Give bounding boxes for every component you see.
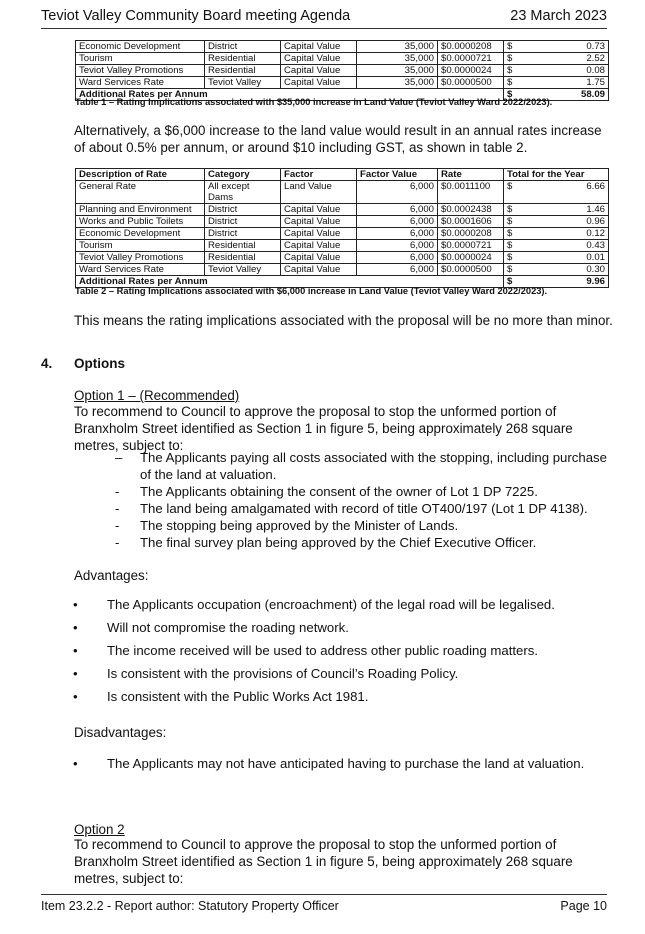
currency-symbol: $ [507, 41, 513, 52]
total-cell [504, 41, 609, 53]
bullet-icon: • [73, 597, 78, 612]
currency-symbol: $ [507, 89, 513, 100]
header-date: 23 March 2023 [510, 8, 607, 24]
total-cell [504, 181, 609, 204]
table-row [76, 53, 609, 65]
table-2-caption: Table 2 – Rating Implications associated with $6,000 increase in Land Value (Teviot Valley Ward 2022/2023). [75, 286, 548, 296]
total-value: 0.43 [586, 240, 605, 251]
section-title: Options [74, 356, 125, 371]
total-cell [504, 77, 609, 89]
table-row [76, 216, 609, 228]
total-value: 1.75 [586, 77, 605, 88]
total-label: Additional Rates per Annum [76, 276, 504, 288]
bullet-icon: • [73, 643, 78, 658]
table-cell: Capital Value [281, 41, 357, 53]
table-cell: 35,000 [357, 53, 438, 65]
table-cell: 35,000 [357, 65, 438, 77]
table-cell: $0.0000500 [438, 264, 504, 276]
table-cell: $0.0000500 [438, 77, 504, 89]
option-1-intro: To recommend to Council to approve the proposal to stop the unformed portion of Branxholm Street identified as Section 1 in figure 5, being approximately 268 square metres, subject to: [74, 404, 573, 453]
currency-symbol: $ [507, 181, 513, 192]
total-cell [504, 240, 609, 252]
condition-text: The Applicants obtaining the consent of the owner of Lot 1 DP 7225. [140, 484, 538, 499]
table-cell: $0.0000024 [438, 65, 504, 77]
table-cell: Capital Value [281, 53, 357, 65]
table-cell: Teviot Valley Promotions [76, 252, 205, 264]
table-cell: 6,000 [357, 264, 438, 276]
table-cell: District [205, 228, 281, 240]
bullet-icon: • [73, 666, 78, 681]
table-cell: $0.0000721 [438, 240, 504, 252]
table-cell: District [205, 216, 281, 228]
total-cell [504, 228, 609, 240]
table-cell: Residential [205, 252, 281, 264]
table-cell: Teviot Valley [205, 264, 281, 276]
currency-symbol: $ [507, 77, 513, 88]
table-cell: Capital Value [281, 204, 357, 216]
table-cell: $0.0000208 [438, 228, 504, 240]
currency-symbol: $ [507, 53, 513, 64]
currency-symbol: $ [507, 240, 513, 251]
list-item-text: Will not compromise the roading network. [107, 620, 349, 635]
table-cell: Tourism [76, 240, 205, 252]
table-cell: Works and Public Toilets [76, 216, 205, 228]
total-value: 0.73 [586, 41, 605, 52]
option-1-title: Option 1 – (Recommended) [74, 388, 240, 403]
table-row [76, 252, 609, 264]
table-cell: 6,000 [357, 216, 438, 228]
table-cell: Capital Value [281, 240, 357, 252]
list-item-text: The income received will be used to address other public roading matters. [107, 643, 539, 658]
footer-page: Page 10 [560, 899, 607, 913]
table-cell: Tourism [76, 53, 205, 65]
table-row [76, 264, 609, 276]
table-row [76, 228, 609, 240]
table-cell: Residential [205, 65, 281, 77]
currency-symbol: $ [507, 65, 513, 76]
dash-marker: - [115, 518, 120, 533]
total-cell [504, 252, 609, 264]
page-footer [41, 894, 607, 917]
table-cell: Land Value [281, 181, 357, 204]
page-header [41, 6, 607, 29]
paragraph-alternative: Alternatively, a $6,000 increase to the land value would result in an annual rates increase of about 0.5% per annum, or around $10 including GST, as shown in table 2. [74, 123, 602, 155]
total-cell [504, 65, 609, 77]
dash-marker: – [115, 450, 123, 465]
bullet-icon: • [73, 689, 78, 704]
total-value: 0.01 [586, 252, 605, 263]
total-label: Additional Rates per Annum [76, 89, 504, 101]
table-cell: 6,000 [357, 228, 438, 240]
total-value: 0.12 [586, 228, 605, 239]
table-cell: 35,000 [357, 41, 438, 53]
grand-total-value: 9.96 [586, 276, 605, 287]
column-header: Factor Value [357, 169, 438, 181]
table-row [76, 77, 609, 89]
table-cell: $0.0001606 [438, 216, 504, 228]
list-item-text: The Applicants may not have anticipated having to purchase the land at valuation. [107, 756, 585, 771]
table-cell: 6,000 [357, 252, 438, 264]
table-row [76, 65, 609, 77]
table-cell: District [205, 41, 281, 53]
total-value: 0.30 [586, 264, 605, 275]
table-cell: Ward Services Rate [76, 264, 205, 276]
table-cell: Capital Value [281, 264, 357, 276]
table-1-caption: Table 1 – Rating Implications associated with $35,000 increase in Land Value (Teviot Valley Ward 2022/2023). [75, 97, 553, 107]
total-cell [504, 204, 609, 216]
table-header-row [76, 169, 609, 181]
total-cell [504, 216, 609, 228]
table-cell: Ward Services Rate [76, 77, 205, 89]
total-value: 0.96 [586, 216, 605, 227]
condition-text: The stopping being approved by the Minister of Lands. [140, 518, 459, 533]
total-cell [504, 264, 609, 276]
table-cell: Teviot Valley [205, 77, 281, 89]
table-cell: 6,000 [357, 204, 438, 216]
total-cell [504, 53, 609, 65]
dash-marker: - [115, 484, 120, 499]
list-item-text: The Applicants occupation (encroachment) of the legal road will be legalised. [107, 597, 555, 612]
table-cell: Economic Development [76, 41, 205, 53]
table-row [76, 41, 609, 53]
table-cell: 6,000 [357, 240, 438, 252]
currency-symbol: $ [507, 252, 513, 263]
column-header: Factor [281, 169, 357, 181]
table-cell: Residential [205, 240, 281, 252]
table-cell: All except Dams [205, 181, 281, 204]
column-header: Description of Rate [76, 169, 205, 181]
currency-symbol: $ [507, 228, 513, 239]
condition-text: The land being amalgamated with record of title OT400/197 (Lot 1 DP 4138). [140, 501, 588, 516]
dash-marker: - [115, 535, 120, 550]
table-cell: Teviot Valley Promotions [76, 65, 205, 77]
table-row [76, 181, 609, 204]
table-cell: Capital Value [281, 65, 357, 77]
table-cell: $0.0000208 [438, 41, 504, 53]
column-header: Rate [438, 169, 504, 181]
list-item-text: Is consistent with the provisions of Council’s Roading Policy. [107, 666, 459, 681]
bullet-icon: • [73, 756, 78, 771]
footer-item: Item 23.2.2 - Report author: Statutory Property Officer [41, 899, 339, 913]
list-item-text: Is consistent with the Public Works Act 1981. [107, 689, 369, 704]
table-cell: 6,000 [357, 181, 438, 204]
section-number: 4. [41, 356, 53, 371]
table-cell: $0.0011100 [438, 181, 504, 204]
option-2-intro: To recommend to Council to approve the proposal to stop the unformed portion of Branxholm Street identified as Section 1 in figure 5, being approximately 268 square metres, subject to: [74, 837, 573, 886]
paragraph-minor: This means the rating implications associated with the proposal will be no more than minor. [74, 313, 613, 328]
table-cell: $0.0002438 [438, 204, 504, 216]
total-value: 6.66 [586, 181, 605, 192]
table-cell: District [205, 204, 281, 216]
bullet-icon: • [73, 620, 78, 635]
grand-total-value: 58.09 [580, 89, 605, 100]
column-header: Total for the Year [504, 169, 609, 181]
rates-table-1 [75, 40, 609, 101]
advantages-label: Advantages: [74, 568, 149, 583]
table-cell: Residential [205, 53, 281, 65]
table-row [76, 240, 609, 252]
table-cell: Economic Development [76, 228, 205, 240]
condition-text: The final survey plan being approved by the Chief Executive Officer. [140, 535, 537, 550]
column-header: Category [205, 169, 281, 181]
currency-symbol: $ [507, 216, 513, 227]
option-2-title: Option 2 [74, 822, 125, 837]
table-cell: $0.0000721 [438, 53, 504, 65]
currency-symbol: $ [507, 264, 513, 275]
condition-text: The Applicants paying all costs associated with the stopping, including purchase of the land at valuation. [140, 450, 607, 482]
header-title: Teviot Valley Community Board meeting Agenda [41, 8, 351, 24]
total-value: 2.52 [586, 53, 605, 64]
currency-symbol: $ [507, 276, 513, 287]
table-cell: Capital Value [281, 252, 357, 264]
total-value: 1.46 [586, 204, 605, 215]
table-cell: General Rate [76, 181, 205, 204]
table-cell: Planning and Environment [76, 204, 205, 216]
disadvantages-label: Disadvantages: [74, 725, 167, 740]
currency-symbol: $ [507, 204, 513, 215]
table-cell: Capital Value [281, 77, 357, 89]
table-cell: 35,000 [357, 77, 438, 89]
table-cell: $0.0000024 [438, 252, 504, 264]
total-value: 0.08 [586, 65, 605, 76]
dash-marker: - [115, 501, 120, 516]
table-cell: Capital Value [281, 228, 357, 240]
rates-table-2 [75, 168, 609, 288]
table-row [76, 204, 609, 216]
table-cell: Capital Value [281, 216, 357, 228]
